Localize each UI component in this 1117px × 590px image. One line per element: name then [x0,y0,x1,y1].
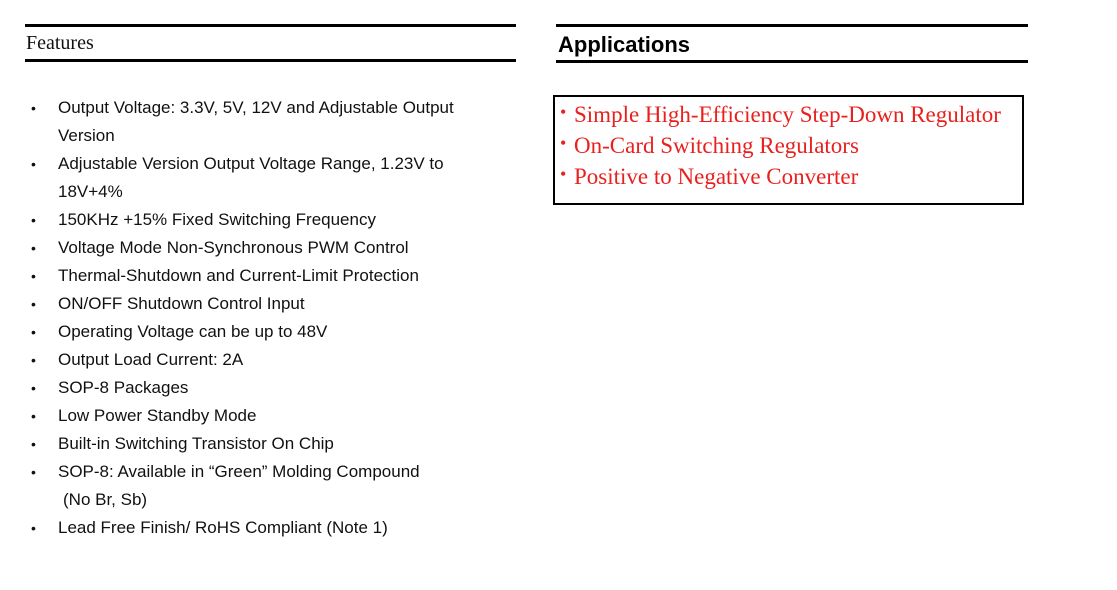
feature-text: Thermal-Shutdown and Current-Limit Protection [58,266,419,285]
bullet-icon: • [31,212,36,228]
feature-item [25,458,505,514]
features-bottom-rule [25,59,516,62]
bullet-icon: • [31,436,36,452]
applications-bottom-rule [556,60,1028,63]
feature-item [25,290,505,318]
applications-box [553,95,1024,205]
applications-heading: Applications [558,32,691,57]
feature-text: Voltage Mode Non-Synchronous PWM Control [58,238,409,257]
bullet-icon: • [31,268,36,284]
bullet-icon: • [31,324,36,340]
feature-text: Output Voltage: 3.3V, 5V, 12V and Adjustable Output [58,98,454,117]
feature-text-continued: (No Br, Sb) [63,490,148,509]
bullet-icon: • [31,408,36,424]
feature-text: Operating Voltage can be up to 48V [58,322,328,341]
feature-text-continued: Version [58,126,115,145]
application-item [559,161,1022,192]
bullet-icon: • [31,520,36,536]
feature-item [25,234,505,262]
bullet-icon: • [560,164,567,184]
feature-item [25,206,505,234]
feature-item [25,514,505,542]
feature-text: Built-in Switching Transistor On Chip [58,434,334,453]
feature-text: Adjustable Version Output Voltage Range, 1.23V to [58,154,444,173]
application-text: Positive to Negative Converter [574,164,859,189]
features-section [25,24,516,537]
feature-item [25,262,505,290]
feature-item [25,402,505,430]
features-list [25,94,505,542]
feature-item [25,318,505,346]
applications-section [556,24,1028,189]
feature-item [25,430,505,458]
bullet-icon: • [560,133,567,153]
application-item [559,130,1022,161]
feature-text: Output Load Current: 2A [58,350,244,369]
features-heading: Features [26,32,94,54]
feature-text: Low Power Standby Mode [58,406,257,425]
feature-text-continued: 18V+4% [58,182,123,201]
feature-item [25,94,505,150]
bullet-icon: • [31,352,36,368]
application-item [559,99,1022,130]
bullet-icon: • [31,380,36,396]
feature-item [25,150,505,206]
feature-item [25,346,505,374]
feature-text: ON/OFF Shutdown Control Input [58,294,305,313]
feature-text: 150KHz +15% Fixed Switching Frequency [58,210,376,229]
feature-text: SOP-8 Packages [58,378,189,397]
feature-item [25,374,505,402]
bullet-icon: • [560,102,567,122]
bullet-icon: • [31,464,36,480]
application-text: On-Card Switching Regulators [574,133,859,158]
feature-text: Lead Free Finish/ RoHS Compliant (Note 1) [58,518,388,537]
bullet-icon: • [31,296,36,312]
bullet-icon: • [31,156,36,172]
bullet-icon: • [31,100,36,116]
feature-text: SOP-8: Available in “Green” Molding Compound [58,462,420,481]
bullet-icon: • [31,240,36,256]
applications-list [559,99,1022,192]
application-text: Simple High-Efficiency Step-Down Regulator [574,102,1001,127]
